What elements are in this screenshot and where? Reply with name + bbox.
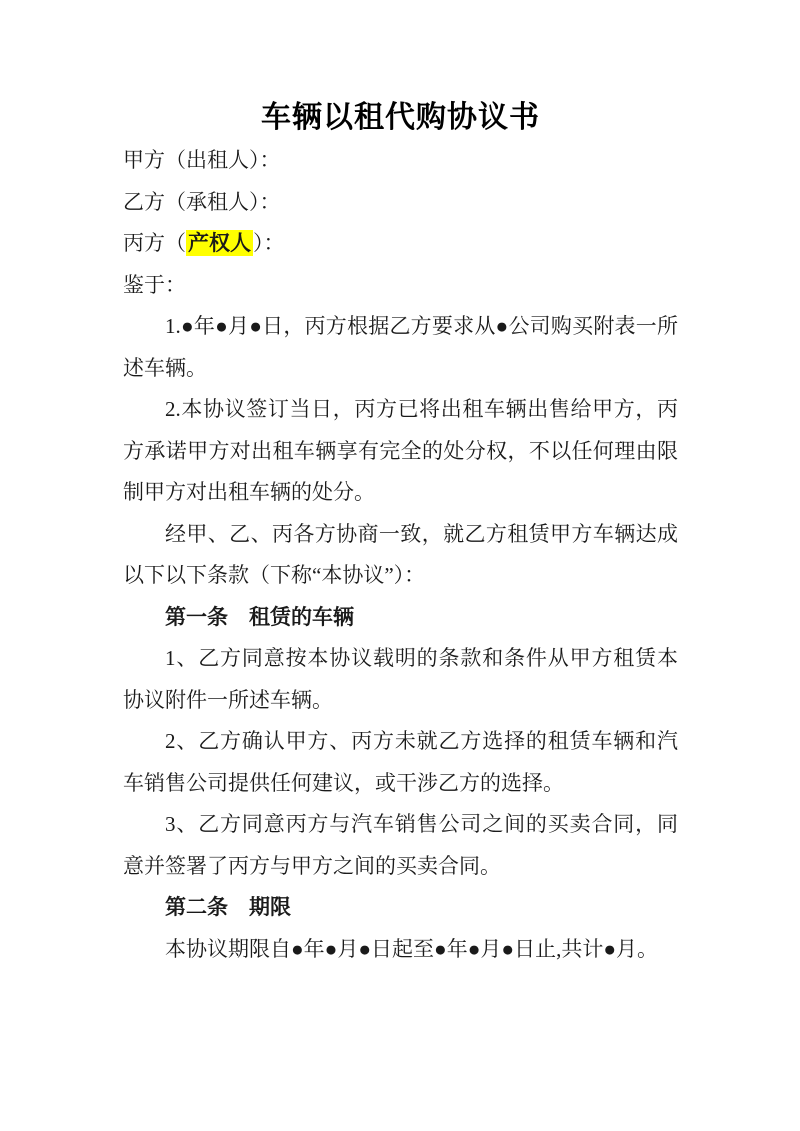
article-1-item-2: 2、乙方确认甲方、丙方未就乙方选择的租赁车辆和汽车销售公司提供任何建议，或干涉乙方的选择。 [123, 729, 678, 795]
party-c-suffix: ）： [253, 231, 285, 255]
consensus-clause: 经甲、乙、丙各方协商一致，就乙方租赁甲方车辆达成以下以下条款（下称“本协议”）： [123, 521, 678, 587]
party-a-label: 甲方（出租人）： [123, 148, 281, 172]
recital-1: 1.●年●月●日，丙方根据乙方要求从●公司购买附表一所述车辆。 [123, 314, 678, 380]
party-a-line [123, 140, 678, 182]
article-1-item-3: 3、乙方同意丙方与汽车销售公司之间的买卖合同，同意并签署了丙方与甲方之间的买卖合同。 [123, 812, 678, 878]
recital-2: 2.本协议签订当日，丙方已将出租车辆出售给甲方，丙方承诺甲方对出租车辆享有完全的处分权，不以任何理由限制甲方对出租车辆的处分。 [123, 397, 678, 504]
party-b-label: 乙方（承租人）： [123, 189, 281, 214]
article-2-heading: 第二条 期限 [165, 895, 291, 919]
party-c-prefix: 丙方（ [123, 231, 186, 255]
article-1-heading: 第一条 租赁的车辆 [165, 604, 354, 629]
whereas-label: 鉴于： [123, 272, 186, 297]
article-2-term-clause: 本协议期限自●年●月●日起至●年●月●日止,共计●月。 [165, 936, 659, 961]
party-b-line [123, 182, 678, 224]
article-1-item-1: 1、乙方同意按本协议载明的条款和条件从甲方租赁本协议附件一所述车辆。 [123, 646, 678, 712]
page-title: 车辆以租代购协议书 [261, 101, 540, 134]
party-c-line [123, 223, 678, 265]
party-c-highlighted-term: 产权人 [188, 231, 251, 255]
